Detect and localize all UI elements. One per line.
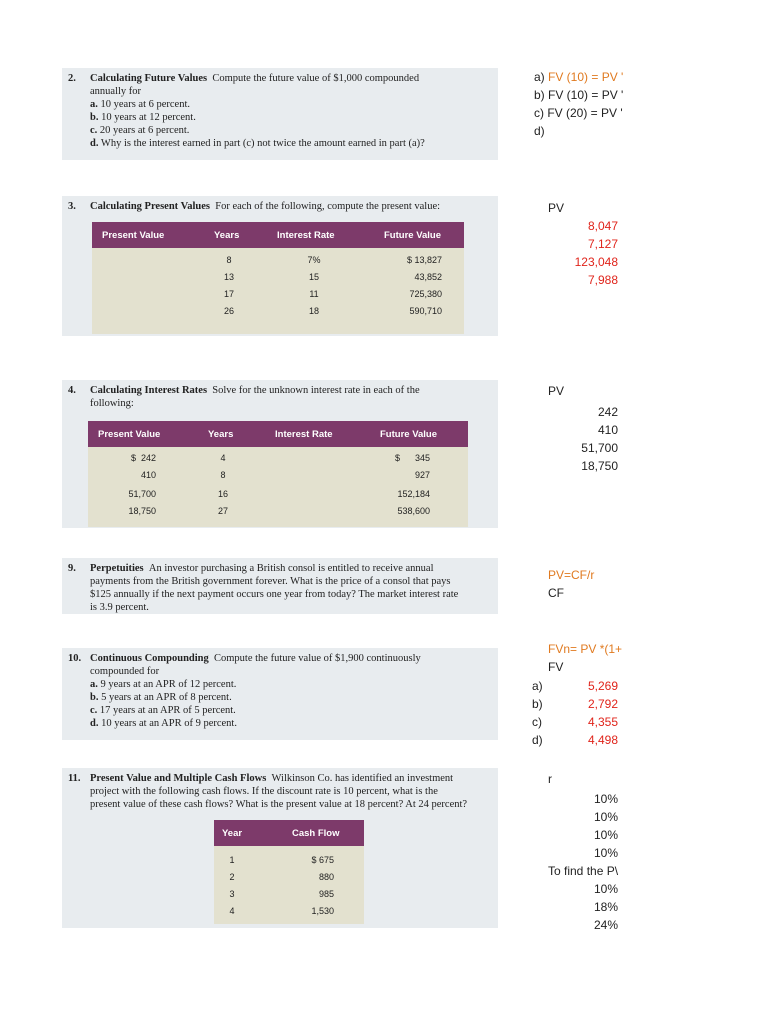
table-cell: $ 13,827	[406, 255, 442, 265]
problem-text: following:	[90, 398, 134, 409]
cf-label: CF	[548, 586, 564, 600]
pv-column	[108, 450, 156, 520]
table-cell: 538,600	[397, 506, 430, 516]
table-cell: 18	[308, 306, 319, 316]
table-cell: 13	[223, 272, 234, 282]
years-column	[212, 252, 246, 320]
problem-number: 9.	[68, 563, 76, 574]
p2-answers	[534, 68, 634, 140]
pv-value: 7,988	[587, 273, 618, 287]
rate-value: 10%	[593, 882, 618, 896]
pv-value: 8,047	[587, 219, 618, 233]
table-cell: 985	[318, 889, 334, 899]
pv-value: 51,700	[581, 441, 618, 455]
table-cell: 51,700	[128, 489, 156, 499]
problem-text: Compute the future value of $1,000 compounded	[212, 73, 420, 84]
table-cell: 26	[223, 306, 234, 316]
problem-number: 2.	[68, 73, 76, 84]
answer-d: d)	[534, 124, 545, 138]
problem-text: present value of these cash flows? What is the present value at 18 percent? At 24 percent?	[90, 799, 468, 810]
answer-a: a) FV (10) = PV '	[534, 70, 624, 84]
problem-9	[62, 558, 498, 614]
p10-answers	[532, 677, 618, 749]
problem-text: Wilkinson Co. has identified an investment	[271, 773, 454, 784]
col-header: Years	[214, 229, 240, 241]
pv-value: 7,127	[587, 237, 618, 251]
table-cell: 4	[220, 453, 226, 463]
table-header	[88, 421, 468, 447]
problem-number: 4.	[68, 385, 76, 396]
rate-value: 10%	[593, 810, 618, 824]
list-item: b. 10 years at 12 percent.	[90, 112, 196, 123]
rate-value: 10%	[593, 846, 618, 860]
problem-number: 3.	[68, 201, 76, 212]
pv-label: PV	[548, 201, 565, 215]
problem-2	[62, 68, 498, 160]
problem-10	[62, 648, 498, 740]
table-cell: $ 675	[311, 855, 334, 865]
table-header	[214, 820, 364, 846]
list-item: a. 10 years at 6 percent.	[90, 99, 191, 110]
list-item: c. 20 years at 6 percent.	[90, 125, 190, 136]
table-header	[92, 222, 464, 248]
table-cell: 1,530	[311, 906, 334, 916]
list-item: c. 17 years at an APR of 5 percent.	[90, 705, 236, 716]
answer-b: b) FV (10) = PV '	[534, 88, 624, 102]
fv-label: FV	[548, 660, 564, 674]
p11-answers	[548, 770, 628, 934]
problem-text: annually for	[90, 86, 142, 97]
table-cell: 725,380	[409, 289, 442, 299]
table-cell: $ 242	[130, 453, 156, 463]
table-cell: 11	[309, 289, 319, 299]
table-cell: 590,710	[409, 306, 442, 316]
table-cell: 3	[229, 889, 235, 899]
table-cell: 15	[308, 272, 319, 282]
col-header: Interest Rate	[275, 428, 333, 440]
table-cell: $ 345	[394, 453, 430, 463]
p4-answers	[548, 382, 618, 475]
formula: FVn= PV *(1+	[548, 642, 623, 656]
table-cell: 27	[217, 506, 228, 516]
table-cell: 16	[217, 489, 228, 499]
year-column	[219, 852, 245, 920]
answer-row: c) 4,355	[532, 715, 618, 729]
problem-text: is 3.9 percent.	[90, 602, 149, 613]
table-cell: 8	[226, 255, 232, 265]
problem-title: Calculating Present Values	[90, 201, 210, 212]
interest-rate-table	[88, 421, 468, 527]
problem-text: compounded for	[90, 666, 160, 677]
col-header: Present Value	[98, 428, 161, 440]
pv-label: PV	[548, 384, 565, 398]
problem-text: $125 annually if the next payment occurs one year from today? The market interest rate	[90, 589, 459, 600]
problem-title: Continuous Compounding	[90, 653, 209, 664]
answer-row: d) 4,498	[532, 733, 618, 747]
col-header: Years	[208, 428, 234, 440]
problem-title: Perpetuities	[90, 563, 144, 574]
problem-text: project with the following cash flows. If the discount rate is 10 percent, what is the	[90, 786, 438, 797]
problem-text: An investor purchasing a British consol is entitled to receive annual	[148, 563, 434, 574]
cash-flow-table	[214, 820, 364, 924]
table-cell: 2	[229, 872, 235, 882]
col-header: Present Value	[102, 229, 165, 241]
list-item: d. Why is the interest earned in part (c) not twice the amount earned in part (a)?	[90, 138, 425, 149]
table-cell: 17	[223, 289, 234, 299]
table-cell: 880	[318, 872, 334, 882]
r-label: r	[548, 772, 552, 786]
rate-value: 18%	[593, 900, 618, 914]
answer-row: b) 2,792	[532, 697, 618, 711]
present-value-table	[92, 222, 464, 334]
table-cell: 410	[140, 470, 156, 480]
table-cell: 1	[229, 855, 235, 865]
table-cell: 7%	[307, 255, 321, 265]
problem-text: For each of the following, compute the present value:	[215, 201, 441, 212]
list-item: b. 5 years at an APR of 8 percent.	[90, 692, 232, 703]
formula: PV=CF/r	[548, 568, 595, 582]
table-cell: 18,750	[128, 506, 156, 516]
col-header: Future Value	[380, 428, 438, 440]
problem-number: 10.	[68, 653, 82, 664]
pv-value: 242	[597, 405, 618, 419]
col-header: Interest Rate	[277, 229, 335, 241]
problem-title: Calculating Future Values	[90, 73, 208, 84]
rate-value: 10%	[593, 792, 618, 806]
table-cell: 43,852	[414, 272, 442, 282]
p3-answers	[548, 199, 618, 289]
p10-formula	[548, 640, 648, 676]
problem-text: payments from the British government forever. What is the price of a consol that pays	[90, 576, 451, 587]
col-header: Year	[222, 827, 243, 839]
note-text: To find the P\	[548, 864, 619, 878]
pv-value: 18,750	[581, 459, 618, 473]
cash-flow-column	[298, 852, 334, 920]
pv-value: 410	[597, 423, 618, 437]
answer-row: a) 5,269	[532, 679, 618, 693]
fv-column	[386, 450, 430, 520]
answer-c: c) FV (20) = PV '	[534, 106, 623, 120]
table-cell: 8	[220, 470, 226, 480]
problem-number: 11.	[68, 773, 81, 784]
problem-text: Solve for the unknown interest rate in each of the	[212, 385, 420, 396]
p9-answers	[548, 566, 648, 602]
rate-value: 24%	[593, 918, 618, 932]
col-header: Cash Flow	[292, 827, 340, 839]
col-header: Future Value	[384, 229, 442, 241]
table-cell: 927	[414, 470, 430, 480]
table-cell: 4	[229, 906, 235, 916]
table-cell: 152,184	[397, 489, 430, 499]
problem-title: Calculating Interest Rates	[90, 385, 208, 396]
rate-column	[297, 252, 331, 320]
fv-column	[382, 252, 442, 320]
problem-text: Compute the future value of $1,900 continuously	[214, 653, 421, 664]
list-item: d. 10 years at an APR of 9 percent.	[90, 718, 237, 729]
rate-value: 10%	[593, 828, 618, 842]
list-item: a. 9 years at an APR of 12 percent.	[90, 679, 237, 690]
problem-title: Present Value and Multiple Cash Flows	[90, 773, 267, 784]
years-column	[206, 450, 240, 520]
pv-value: 123,048	[574, 255, 618, 269]
